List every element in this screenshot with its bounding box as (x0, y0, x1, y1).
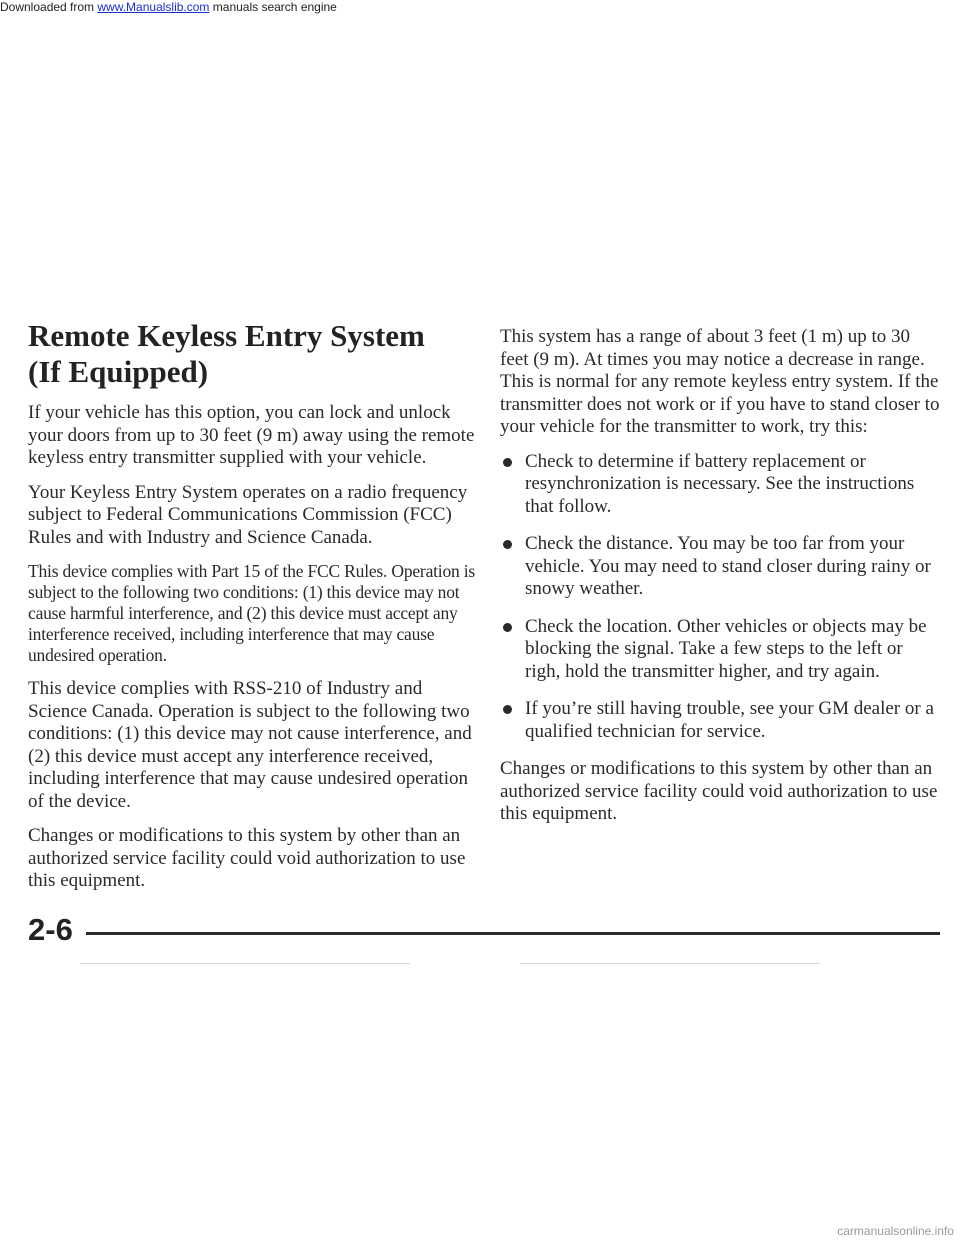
bullet-icon (503, 705, 512, 714)
fcc-compliance-paragraph: This device complies with Part 15 of the FCC Rules. Operation is subject to the following two conditions: (1) this device may not cause harmful interference, and (2) this device must accept any interference received, including interference that may cause undesired operation. (28, 561, 476, 665)
scan-artifact-line (80, 963, 410, 964)
section-title (28, 318, 483, 390)
left-column (28, 318, 483, 905)
banner-suffix: manuals search engine (209, 0, 337, 14)
download-banner (0, 0, 960, 14)
list-item-text: Check to determine if battery replacement or resynchronization is necessary. See the instructions that follow. (525, 450, 915, 517)
rss-compliance-paragraph: This device complies with RSS-210 of Industry and Science Canada. Operation is subject to the following two conditions: (1) this device may not cause interference, and (2) this device must accept any interference received, including interference that may cause undesired operation of the device. (28, 678, 472, 812)
bullet-icon (503, 540, 512, 549)
list-item-text: Check the distance. You may be too far from your vehicle. You may need to stand closer during rainy or snowy weather. (525, 533, 931, 599)
list-item (500, 698, 940, 743)
footer-rule (86, 932, 940, 935)
banner-prefix: Downloaded from (0, 0, 98, 14)
section-title-line2: (If Equipped) (28, 354, 209, 389)
list-item (500, 451, 940, 519)
modifications-warning-paragraph: Changes or modifications to this system by other than an authorized service facility could void authorization to use this equipment. (28, 825, 466, 891)
range-paragraph: This system has a range of about 3 feet (1 m) up to 30 feet (9 m). At times you may notice a decrease in range. This is normal for any remote keyless entry system. If the transmitter does not work or if you have to stand closer to your vehicle for the transmitter to work, try this: (500, 326, 940, 437)
footer-watermark: carmanualsonline.info (837, 1224, 954, 1238)
scan-artifact-line (520, 963, 820, 964)
page-number: 2-6 (28, 912, 73, 947)
radio-frequency-paragraph: Your Keyless Entry System operates on a radio frequency subject to Federal Communications Commission (FCC) Rules and with Industry and Science Canada. (28, 481, 468, 548)
list-item-text: Check the location. Other vehicles or objects may be blocking the signal. Take a few steps to the left or righ, hold the transmitter higher, and try again. (525, 615, 927, 682)
intro-paragraph: If your vehicle has this option, you can lock and unlock your doors from up to 30 feet (9 m) away using the remote keyless entry transmitter supplied with your vehicle. (28, 402, 475, 468)
manualslib-link[interactable]: www.Manualslib.com (97, 0, 210, 14)
right-modifications-paragraph: Changes or modifications to this system by other than an authorized service facility could void authorization to use this equipment. (500, 758, 938, 824)
list-item-text: If you’re still having trouble, see your GM dealer or a qualified technician for service. (525, 698, 934, 742)
section-title-line1: Remote Keyless Entry System (28, 318, 425, 353)
right-column (500, 326, 940, 838)
bullet-icon (503, 623, 512, 632)
list-item (500, 616, 940, 684)
bullet-icon (503, 458, 512, 467)
list-item (500, 533, 940, 601)
troubleshooting-list (500, 451, 940, 744)
